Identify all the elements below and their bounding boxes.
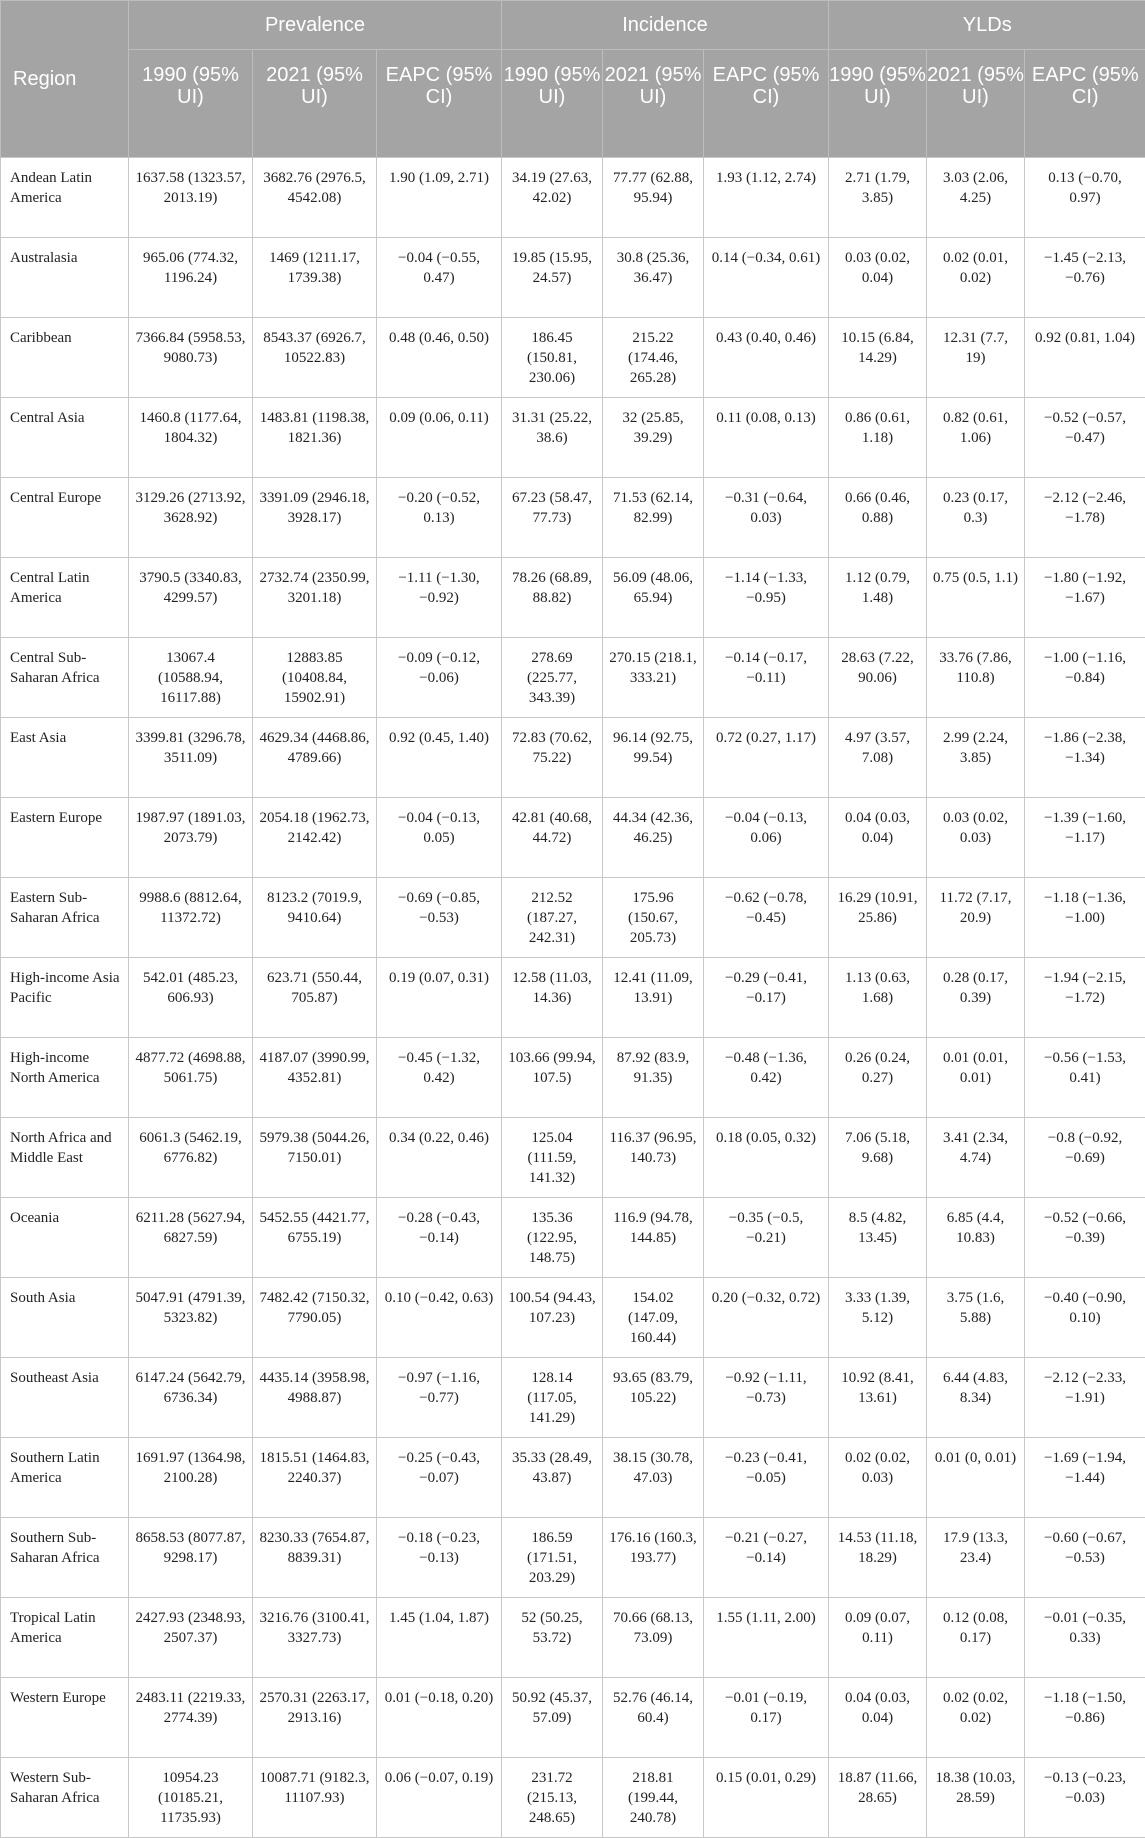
value-cell: 0.86 (0.61, 1.18) xyxy=(829,398,927,478)
value-cell: −0.69 (−0.85, −0.53) xyxy=(377,878,502,958)
value-cell: 1.93 (1.12, 2.74) xyxy=(704,158,829,238)
value-cell: 1.12 (0.79, 1.48) xyxy=(829,558,927,638)
region-cell: Western Europe xyxy=(1,1678,129,1758)
value-cell: −0.35 (−0.5, −0.21) xyxy=(704,1198,829,1278)
value-cell: 77.77 (62.88, 95.94) xyxy=(603,158,704,238)
subheader-cell: EAPC (95% CI) xyxy=(1025,50,1145,158)
value-cell: 10.15 (6.84, 14.29) xyxy=(829,318,927,398)
value-cell: 10.92 (8.41, 13.61) xyxy=(829,1358,927,1438)
value-cell: −0.28 (−0.43, −0.14) xyxy=(377,1198,502,1278)
region-cell: Central Asia xyxy=(1,398,129,478)
value-cell: 0.18 (0.05, 0.32) xyxy=(704,1118,829,1198)
value-cell: −0.31 (−0.64, 0.03) xyxy=(704,478,829,558)
value-cell: 0.82 (0.61, 1.06) xyxy=(927,398,1025,478)
table-row xyxy=(1,718,1145,798)
value-cell: −0.52 (−0.57, −0.47) xyxy=(1025,398,1145,478)
value-cell: 32 (25.85, 39.29) xyxy=(603,398,704,478)
value-cell: 0.19 (0.07, 0.31) xyxy=(377,958,502,1038)
prevalence-header: Prevalence xyxy=(129,1,502,50)
value-cell: 12.41 (11.09, 13.91) xyxy=(603,958,704,1038)
value-cell: 1987.97 (1891.03, 2073.79) xyxy=(129,798,253,878)
region-cell: Oceania xyxy=(1,1198,129,1278)
value-cell: 154.02 (147.09, 160.44) xyxy=(603,1278,704,1358)
value-cell: −2.12 (−2.46, −1.78) xyxy=(1025,478,1145,558)
value-cell: 31.31 (25.22, 38.6) xyxy=(502,398,603,478)
value-cell: 2570.31 (2263.17, 2913.16) xyxy=(253,1678,377,1758)
value-cell: 218.81 (199.44, 240.78) xyxy=(603,1758,704,1838)
value-cell: 965.06 (774.32, 1196.24) xyxy=(129,238,253,318)
value-cell: 2.99 (2.24, 3.85) xyxy=(927,718,1025,798)
value-cell: −0.8 (−0.92, −0.69) xyxy=(1025,1118,1145,1198)
value-cell: 93.65 (83.79, 105.22) xyxy=(603,1358,704,1438)
value-cell: 38.15 (30.78, 47.03) xyxy=(603,1438,704,1518)
value-cell: 0.15 (0.01, 0.29) xyxy=(704,1758,829,1838)
value-cell: 7366.84 (5958.53, 9080.73) xyxy=(129,318,253,398)
incidence-header: Incidence xyxy=(502,1,829,50)
value-cell: 6061.3 (5462.19, 6776.82) xyxy=(129,1118,253,1198)
value-cell: −0.97 (−1.16, −0.77) xyxy=(377,1358,502,1438)
table-row xyxy=(1,1518,1145,1598)
value-cell: −0.48 (−1.36, 0.42) xyxy=(704,1038,829,1118)
table-row xyxy=(1,558,1145,638)
value-cell: 0.12 (0.08, 0.17) xyxy=(927,1598,1025,1678)
value-cell: 623.71 (550.44, 705.87) xyxy=(253,958,377,1038)
table-row xyxy=(1,1598,1145,1678)
value-cell: 8543.37 (6926.7, 10522.83) xyxy=(253,318,377,398)
table-row xyxy=(1,1358,1145,1438)
value-cell: 175.96 (150.67, 205.73) xyxy=(603,878,704,958)
value-cell: 3399.81 (3296.78, 3511.09) xyxy=(129,718,253,798)
value-cell: 0.34 (0.22, 0.46) xyxy=(377,1118,502,1198)
value-cell: −0.40 (−0.90, 0.10) xyxy=(1025,1278,1145,1358)
region-cell: Southeast Asia xyxy=(1,1358,129,1438)
value-cell: 5452.55 (4421.77, 6755.19) xyxy=(253,1198,377,1278)
value-cell: 0.28 (0.17, 0.39) xyxy=(927,958,1025,1038)
subheader-cell: 1990 (95% UI) xyxy=(829,50,927,158)
value-cell: 3.75 (1.6, 5.88) xyxy=(927,1278,1025,1358)
value-cell: −0.56 (−1.53, 0.41) xyxy=(1025,1038,1145,1118)
value-cell: 2732.74 (2350.99, 3201.18) xyxy=(253,558,377,638)
value-cell: 3.41 (2.34, 4.74) xyxy=(927,1118,1025,1198)
value-cell: −1.11 (−1.30, −0.92) xyxy=(377,558,502,638)
table-row xyxy=(1,1278,1145,1358)
value-cell: 10954.23 (10185.21, 11735.93) xyxy=(129,1758,253,1838)
value-cell: 5979.38 (5044.26, 7150.01) xyxy=(253,1118,377,1198)
table-row xyxy=(1,1198,1145,1278)
value-cell: 0.01 (0.01, 0.01) xyxy=(927,1038,1025,1118)
value-cell: −0.29 (−0.41, −0.17) xyxy=(704,958,829,1038)
value-cell: −0.04 (−0.13, 0.05) xyxy=(377,798,502,878)
value-cell: 28.63 (7.22, 90.06) xyxy=(829,638,927,718)
value-cell: −0.60 (−0.67, −0.53) xyxy=(1025,1518,1145,1598)
value-cell: 270.15 (218.1, 333.21) xyxy=(603,638,704,718)
region-cell: Western Sub-Saharan Africa xyxy=(1,1758,129,1838)
value-cell: 10087.71 (9182.3, 11107.93) xyxy=(253,1758,377,1838)
value-cell: −1.00 (−1.16, −0.84) xyxy=(1025,638,1145,718)
value-cell: −0.23 (−0.41, −0.05) xyxy=(704,1438,829,1518)
value-cell: 0.14 (−0.34, 0.61) xyxy=(704,238,829,318)
value-cell: 231.72 (215.13, 248.65) xyxy=(502,1758,603,1838)
value-cell: 0.66 (0.46, 0.88) xyxy=(829,478,927,558)
value-cell: 0.75 (0.5, 1.1) xyxy=(927,558,1025,638)
value-cell: 3391.09 (2946.18, 3928.17) xyxy=(253,478,377,558)
value-cell: 0.13 (−0.70, 0.97) xyxy=(1025,158,1145,238)
value-cell: 16.29 (10.91, 25.86) xyxy=(829,878,927,958)
value-cell: 30.8 (25.36, 36.47) xyxy=(603,238,704,318)
table-row xyxy=(1,1438,1145,1518)
region-cell: Eastern Europe xyxy=(1,798,129,878)
value-cell: 135.36 (122.95, 148.75) xyxy=(502,1198,603,1278)
value-cell: 13067.4 (10588.94, 16117.88) xyxy=(129,638,253,718)
table-body xyxy=(1,158,1145,1838)
value-cell: 18.38 (10.03, 28.59) xyxy=(927,1758,1025,1838)
value-cell: −0.14 (−0.17, −0.11) xyxy=(704,638,829,718)
subheader-cell: EAPC (95% CI) xyxy=(377,50,502,158)
value-cell: 70.66 (68.13, 73.09) xyxy=(603,1598,704,1678)
value-cell: 50.92 (45.37, 57.09) xyxy=(502,1678,603,1758)
value-cell: 4629.34 (4468.86, 4789.66) xyxy=(253,718,377,798)
value-cell: 0.09 (0.06, 0.11) xyxy=(377,398,502,478)
table-row xyxy=(1,1118,1145,1198)
value-cell: 7.06 (5.18, 9.68) xyxy=(829,1118,927,1198)
value-cell: 3.03 (2.06, 4.25) xyxy=(927,158,1025,238)
table-row xyxy=(1,478,1145,558)
value-cell: −1.69 (−1.94, −1.44) xyxy=(1025,1438,1145,1518)
subheader-cell: 2021 (95% UI) xyxy=(253,50,377,158)
value-cell: 14.53 (11.18, 18.29) xyxy=(829,1518,927,1598)
value-cell: 56.09 (48.06, 65.94) xyxy=(603,558,704,638)
value-cell: 8.5 (4.82, 13.45) xyxy=(829,1198,927,1278)
value-cell: 186.59 (171.51, 203.29) xyxy=(502,1518,603,1598)
value-cell: 2427.93 (2348.93, 2507.37) xyxy=(129,1598,253,1678)
table-row xyxy=(1,638,1145,718)
ylds-header: YLDs xyxy=(829,1,1145,50)
value-cell: 1469 (1211.17, 1739.38) xyxy=(253,238,377,318)
value-cell: 0.04 (0.03, 0.04) xyxy=(829,1678,927,1758)
value-cell: 1460.8 (1177.64, 1804.32) xyxy=(129,398,253,478)
value-cell: 2054.18 (1962.73, 2142.42) xyxy=(253,798,377,878)
value-cell: 0.01 (−0.18, 0.20) xyxy=(377,1678,502,1758)
value-cell: 0.09 (0.07, 0.11) xyxy=(829,1598,927,1678)
value-cell: 1.90 (1.09, 2.71) xyxy=(377,158,502,238)
value-cell: 0.72 (0.27, 1.17) xyxy=(704,718,829,798)
value-cell: 1637.58 (1323.57, 2013.19) xyxy=(129,158,253,238)
value-cell: −0.45 (−1.32, 0.42) xyxy=(377,1038,502,1118)
value-cell: 116.9 (94.78, 144.85) xyxy=(603,1198,704,1278)
value-cell: 4.97 (3.57, 7.08) xyxy=(829,718,927,798)
value-cell: 1.55 (1.11, 2.00) xyxy=(704,1598,829,1678)
value-cell: 44.34 (42.36, 46.25) xyxy=(603,798,704,878)
value-cell: 176.16 (160.3, 193.77) xyxy=(603,1518,704,1598)
value-cell: 212.52 (187.27, 242.31) xyxy=(502,878,603,958)
region-cell: Southern Latin America xyxy=(1,1438,129,1518)
value-cell: −0.20 (−0.52, 0.13) xyxy=(377,478,502,558)
value-cell: 18.87 (11.66, 28.65) xyxy=(829,1758,927,1838)
value-cell: 0.23 (0.17, 0.3) xyxy=(927,478,1025,558)
value-cell: 0.02 (0.01, 0.02) xyxy=(927,238,1025,318)
value-cell: −2.12 (−2.33, −1.91) xyxy=(1025,1358,1145,1438)
value-cell: 52.76 (46.14, 60.4) xyxy=(603,1678,704,1758)
table-row xyxy=(1,238,1145,318)
region-cell: High-income North America xyxy=(1,1038,129,1118)
value-cell: 0.11 (0.08, 0.13) xyxy=(704,398,829,478)
value-cell: −1.45 (−2.13, −0.76) xyxy=(1025,238,1145,318)
value-cell: −1.39 (−1.60, −1.17) xyxy=(1025,798,1145,878)
value-cell: 1483.81 (1198.38, 1821.36) xyxy=(253,398,377,478)
table-row xyxy=(1,318,1145,398)
region-cell: Central Latin America xyxy=(1,558,129,638)
value-cell: 0.48 (0.46, 0.50) xyxy=(377,318,502,398)
region-header: Region xyxy=(1,1,129,158)
value-cell: 0.04 (0.03, 0.04) xyxy=(829,798,927,878)
value-cell: 116.37 (96.95, 140.73) xyxy=(603,1118,704,1198)
value-cell: 67.23 (58.47, 77.73) xyxy=(502,478,603,558)
value-cell: 0.02 (0.02, 0.03) xyxy=(829,1438,927,1518)
subheader-cell: 2021 (95% UI) xyxy=(603,50,704,158)
value-cell: −0.25 (−0.43, −0.07) xyxy=(377,1438,502,1518)
region-cell: High-income Asia Pacific xyxy=(1,958,129,1038)
value-cell: 4187.07 (3990.99, 4352.81) xyxy=(253,1038,377,1118)
value-cell: −1.14 (−1.33, −0.95) xyxy=(704,558,829,638)
value-cell: −1.86 (−2.38, −1.34) xyxy=(1025,718,1145,798)
value-cell: 11.72 (7.17, 20.9) xyxy=(927,878,1025,958)
value-cell: 12.58 (11.03, 14.36) xyxy=(502,958,603,1038)
value-cell: 4877.72 (4698.88, 5061.75) xyxy=(129,1038,253,1118)
value-cell: −0.13 (−0.23, −0.03) xyxy=(1025,1758,1145,1838)
value-cell: 125.04 (111.59, 141.32) xyxy=(502,1118,603,1198)
value-cell: 33.76 (7.86, 110.8) xyxy=(927,638,1025,718)
region-cell: Tropical Latin America xyxy=(1,1598,129,1678)
table-row xyxy=(1,798,1145,878)
value-cell: 12883.85 (10408.84, 15902.91) xyxy=(253,638,377,718)
region-cell: Andean Latin America xyxy=(1,158,129,238)
table-row xyxy=(1,158,1145,238)
value-cell: 542.01 (485.23, 606.93) xyxy=(129,958,253,1038)
subheader-cell: 2021 (95% UI) xyxy=(927,50,1025,158)
value-cell: −0.09 (−0.12, −0.06) xyxy=(377,638,502,718)
value-cell: 35.33 (28.49, 43.87) xyxy=(502,1438,603,1518)
value-cell: 128.14 (117.05, 141.29) xyxy=(502,1358,603,1438)
value-cell: 17.9 (13.3, 23.4) xyxy=(927,1518,1025,1598)
value-cell: −0.01 (−0.19, 0.17) xyxy=(704,1678,829,1758)
value-cell: −1.94 (−2.15, −1.72) xyxy=(1025,958,1145,1038)
value-cell: 0.92 (0.45, 1.40) xyxy=(377,718,502,798)
region-cell: Eastern Sub-Saharan Africa xyxy=(1,878,129,958)
value-cell: 186.45 (150.81, 230.06) xyxy=(502,318,603,398)
value-cell: 72.83 (70.62, 75.22) xyxy=(502,718,603,798)
value-cell: −0.92 (−1.11, −0.73) xyxy=(704,1358,829,1438)
subheader-cell: 1990 (95% UI) xyxy=(129,50,253,158)
value-cell: 12.31 (7.7, 19) xyxy=(927,318,1025,398)
value-cell: 8230.33 (7654.87, 8839.31) xyxy=(253,1518,377,1598)
table-row xyxy=(1,1678,1145,1758)
value-cell: 96.14 (92.75, 99.54) xyxy=(603,718,704,798)
value-cell: 1.13 (0.63, 1.68) xyxy=(829,958,927,1038)
value-cell: 1815.51 (1464.83, 2240.37) xyxy=(253,1438,377,1518)
value-cell: 215.22 (174.46, 265.28) xyxy=(603,318,704,398)
value-cell: 2.71 (1.79, 3.85) xyxy=(829,158,927,238)
value-cell: −0.01 (−0.35, 0.33) xyxy=(1025,1598,1145,1678)
value-cell: 0.26 (0.24, 0.27) xyxy=(829,1038,927,1118)
value-cell: 3.33 (1.39, 5.12) xyxy=(829,1278,927,1358)
value-cell: 0.01 (0, 0.01) xyxy=(927,1438,1025,1518)
value-cell: 0.06 (−0.07, 0.19) xyxy=(377,1758,502,1838)
value-cell: 0.03 (0.02, 0.04) xyxy=(829,238,927,318)
region-cell: South Asia xyxy=(1,1278,129,1358)
value-cell: 3790.5 (3340.83, 4299.57) xyxy=(129,558,253,638)
value-cell: 103.66 (99.94, 107.5) xyxy=(502,1038,603,1118)
value-cell: 6.44 (4.83, 8.34) xyxy=(927,1358,1025,1438)
subheader-cell: 1990 (95% UI) xyxy=(502,50,603,158)
region-cell: East Asia xyxy=(1,718,129,798)
table-row xyxy=(1,958,1145,1038)
value-cell: 71.53 (62.14, 82.99) xyxy=(603,478,704,558)
value-cell: 8123.2 (7019.9, 9410.64) xyxy=(253,878,377,958)
region-cell: North Africa and Middle East xyxy=(1,1118,129,1198)
value-cell: 3129.26 (2713.92, 3628.92) xyxy=(129,478,253,558)
value-cell: 34.19 (27.63, 42.02) xyxy=(502,158,603,238)
value-cell: 1691.97 (1364.98, 2100.28) xyxy=(129,1438,253,1518)
region-cell: Central Europe xyxy=(1,478,129,558)
value-cell: 78.26 (68.89, 88.82) xyxy=(502,558,603,638)
value-cell: 52 (50.25, 53.72) xyxy=(502,1598,603,1678)
value-cell: −1.18 (−1.50, −0.86) xyxy=(1025,1678,1145,1758)
value-cell: 6211.28 (5627.94, 6827.59) xyxy=(129,1198,253,1278)
value-cell: −1.80 (−1.92, −1.67) xyxy=(1025,558,1145,638)
value-cell: 19.85 (15.95, 24.57) xyxy=(502,238,603,318)
value-cell: 0.03 (0.02, 0.03) xyxy=(927,798,1025,878)
value-cell: −0.52 (−0.66, −0.39) xyxy=(1025,1198,1145,1278)
value-cell: 278.69 (225.77, 343.39) xyxy=(502,638,603,718)
subheader-cell: EAPC (95% CI) xyxy=(704,50,829,158)
value-cell: 3682.76 (2976.5, 4542.08) xyxy=(253,158,377,238)
value-cell: −0.18 (−0.23, −0.13) xyxy=(377,1518,502,1598)
value-cell: 0.02 (0.02, 0.02) xyxy=(927,1678,1025,1758)
table-row xyxy=(1,1758,1145,1838)
value-cell: 42.81 (40.68, 44.72) xyxy=(502,798,603,878)
value-cell: −0.62 (−0.78, −0.45) xyxy=(704,878,829,958)
value-cell: 100.54 (94.43, 107.23) xyxy=(502,1278,603,1358)
value-cell: 0.43 (0.40, 0.46) xyxy=(704,318,829,398)
value-cell: −0.04 (−0.13, 0.06) xyxy=(704,798,829,878)
value-cell: −0.04 (−0.55, 0.47) xyxy=(377,238,502,318)
table-row xyxy=(1,1038,1145,1118)
value-cell: 5047.91 (4791.39, 5323.82) xyxy=(129,1278,253,1358)
value-cell: 0.10 (−0.42, 0.63) xyxy=(377,1278,502,1358)
value-cell: 4435.14 (3958.98, 4988.87) xyxy=(253,1358,377,1438)
value-cell: 2483.11 (2219.33, 2774.39) xyxy=(129,1678,253,1758)
table-row xyxy=(1,398,1145,478)
region-cell: Central Sub-Saharan Africa xyxy=(1,638,129,718)
region-cell: Australasia xyxy=(1,238,129,318)
value-cell: 0.92 (0.81, 1.04) xyxy=(1025,318,1145,398)
value-cell: −0.21 (−0.27, −0.14) xyxy=(704,1518,829,1598)
value-cell: 8658.53 (8077.87, 9298.17) xyxy=(129,1518,253,1598)
value-cell: 1.45 (1.04, 1.87) xyxy=(377,1598,502,1678)
value-cell: 6147.24 (5642.79, 6736.34) xyxy=(129,1358,253,1438)
value-cell: 87.92 (83.9, 91.35) xyxy=(603,1038,704,1118)
value-cell: 7482.42 (7150.32, 7790.05) xyxy=(253,1278,377,1358)
region-cell: Southern Sub-Saharan Africa xyxy=(1,1518,129,1598)
value-cell: 3216.76 (3100.41, 3327.73) xyxy=(253,1598,377,1678)
region-cell: Caribbean xyxy=(1,318,129,398)
value-cell: 6.85 (4.4, 10.83) xyxy=(927,1198,1025,1278)
value-cell: −1.18 (−1.36, −1.00) xyxy=(1025,878,1145,958)
table-row xyxy=(1,878,1145,958)
value-cell: 0.20 (−0.32, 0.72) xyxy=(704,1278,829,1358)
value-cell: 9988.6 (8812.64, 11372.72) xyxy=(129,878,253,958)
